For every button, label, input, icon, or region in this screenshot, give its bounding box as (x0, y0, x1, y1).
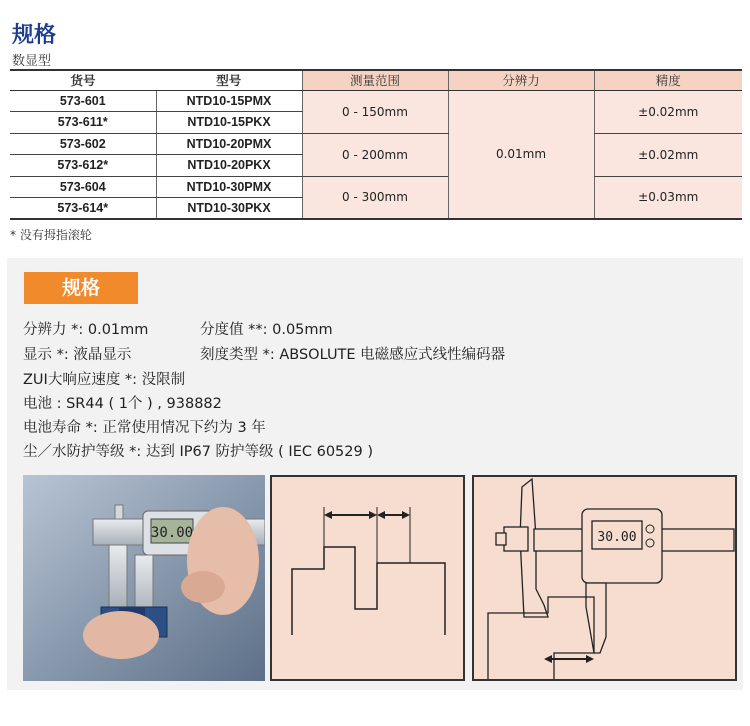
table-row (10, 133, 742, 155)
spec-protection: 尘／水防护等级 *: 达到 IP67 防护等级 ( IEC 60529 ) (23, 444, 373, 460)
cell-range: 0 - 300mm (302, 176, 448, 219)
cell-model: NTD10-20PMX (156, 133, 302, 155)
header-range: 测量范围 (302, 70, 448, 90)
cell-model: NTD10-30PMX (156, 176, 302, 198)
spec-detail-section (7, 258, 743, 690)
cell-code: 573-604 (10, 176, 156, 198)
header-resolution: 分辨力 (448, 70, 594, 90)
header-code: 货号 (10, 70, 156, 90)
caliper-diagram-illustration (474, 477, 735, 679)
diagram-display-reading: 30.00 (597, 530, 637, 545)
spec-battery-life: 电池寿命 *: 正常使用情况下约为 3 年 (23, 420, 266, 436)
table-row (10, 90, 742, 112)
cell-code: 573-602 (10, 133, 156, 155)
spec-battery: 电池 : SR44 ( 1个 ) , 938882 (23, 396, 222, 412)
cell-model: NTD10-30PKX (156, 198, 302, 220)
caliper-photo-illustration (23, 475, 265, 681)
table-header-row (10, 70, 742, 90)
cell-code: 573-614* (10, 198, 156, 220)
step-measurement-diagram (270, 475, 465, 681)
cell-accuracy: ±0.02mm (594, 133, 742, 176)
cell-code: 573-611* (10, 112, 156, 134)
cell-accuracy: ±0.02mm (594, 90, 742, 133)
spec-display: 显示 *: 液晶显示 (23, 347, 132, 363)
spec-response-speed: ZUI大响应速度 *: 没限制 (23, 372, 186, 388)
header-model: 型号 (156, 70, 302, 90)
cell-model: NTD10-15PMX (156, 90, 302, 112)
caliper-photo (23, 475, 265, 681)
cell-range: 0 - 200mm (302, 133, 448, 176)
step-diagram-illustration (272, 477, 463, 679)
cell-code: 573-601 (10, 90, 156, 112)
cell-model: NTD10-20PKX (156, 155, 302, 177)
table-row (10, 176, 742, 198)
spec-resolution: 分辨力 *: 0.01mm (23, 322, 149, 338)
spec-table (10, 69, 742, 220)
cell-code: 573-612* (10, 155, 156, 177)
cell-accuracy: ±0.03mm (594, 176, 742, 219)
table-footnote: * 没有拇指滚轮 (10, 228, 92, 242)
caliper-step-diagram (472, 475, 737, 681)
display-reading: 30.00 (150, 525, 194, 541)
page-subtitle: 数显型 (12, 54, 52, 69)
spec-scale-type: 刻度类型 *: ABSOLUTE 电磁感应式线性编码器 (200, 347, 506, 363)
cell-model: NTD10-15PKX (156, 112, 302, 134)
page-title: 规格 (12, 23, 57, 48)
spec-graduation: 分度值 **: 0.05mm (200, 322, 333, 338)
spec-table-section (0, 0, 750, 252)
header-accuracy: 精度 (594, 70, 742, 90)
cell-range: 0 - 150mm (302, 90, 448, 133)
spec-tag: 规格 (24, 272, 138, 304)
cell-resolution: 0.01mm (448, 90, 594, 219)
